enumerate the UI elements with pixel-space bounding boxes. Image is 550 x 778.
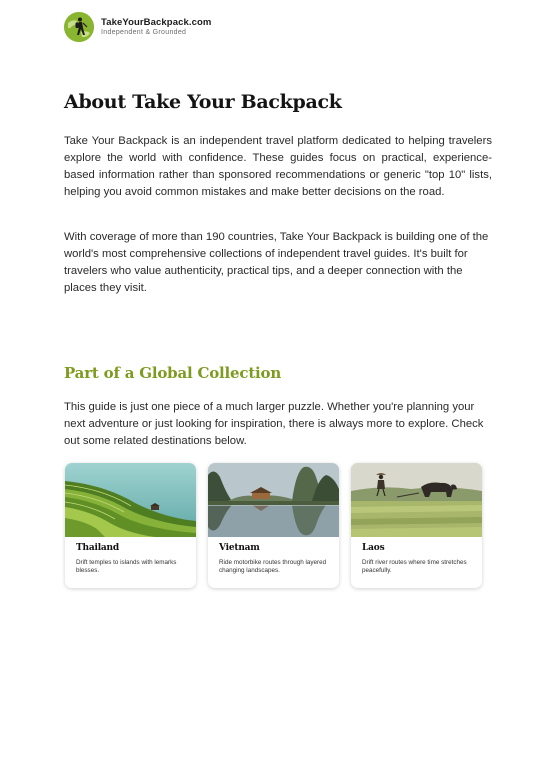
- hiker-globe-icon[interactable]: [64, 12, 94, 42]
- destination-description: Drift temples to islands with lemarks blesses.: [76, 559, 177, 574]
- destination-card-laos[interactable]: [351, 463, 482, 588]
- vietnam-photo: [208, 463, 339, 537]
- site-name[interactable]: TakeYourBackpack.com: [101, 16, 212, 28]
- collection-paragraph: This guide is just one piece of a much larger puzzle. Whether you're planning your next adventure or just looking for inspiration, there is always more to explore. Check out some related destinations below.: [64, 401, 484, 447]
- collection-title: Part of a Global Collection: [64, 364, 282, 382]
- about-title: About Take Your Backpack: [64, 91, 342, 113]
- about-paragraph-1: Take Your Backpack is an independent travel platform dedicated to helping travelers explore the world with confidence. These guides focus on practical, experience-based information rather than sponsored recommendations or generic "top 10" lists, helping you avoid common mistakes and make better decisions on the road.: [64, 135, 492, 198]
- destination-card-thailand[interactable]: [65, 463, 196, 588]
- brand: [101, 18, 211, 37]
- site-tagline: Independent & Grounded: [101, 29, 187, 37]
- destination-description: Ride motorbike routes through layered changing landscapes.: [219, 559, 327, 574]
- destination-description: Drift river routes where time stretches peacefully.: [362, 559, 467, 574]
- destination-card-vietnam[interactable]: [208, 463, 339, 588]
- destination-name: Laos: [362, 543, 385, 553]
- thailand-photo: [65, 463, 196, 537]
- destination-name: Thailand: [76, 543, 119, 553]
- destination-name: Vietnam: [219, 543, 260, 553]
- destination-cards: [65, 463, 482, 588]
- site-header: [64, 12, 211, 42]
- laos-photo: [351, 463, 482, 537]
- about-paragraph-2: With coverage of more than 190 countries, Take Your Backpack is building one of the world's most comprehensive collections of independent travel guides. It's built for travelers who value authenticity, practical tips, and a deeper connection with the places they visit.: [64, 231, 489, 294]
